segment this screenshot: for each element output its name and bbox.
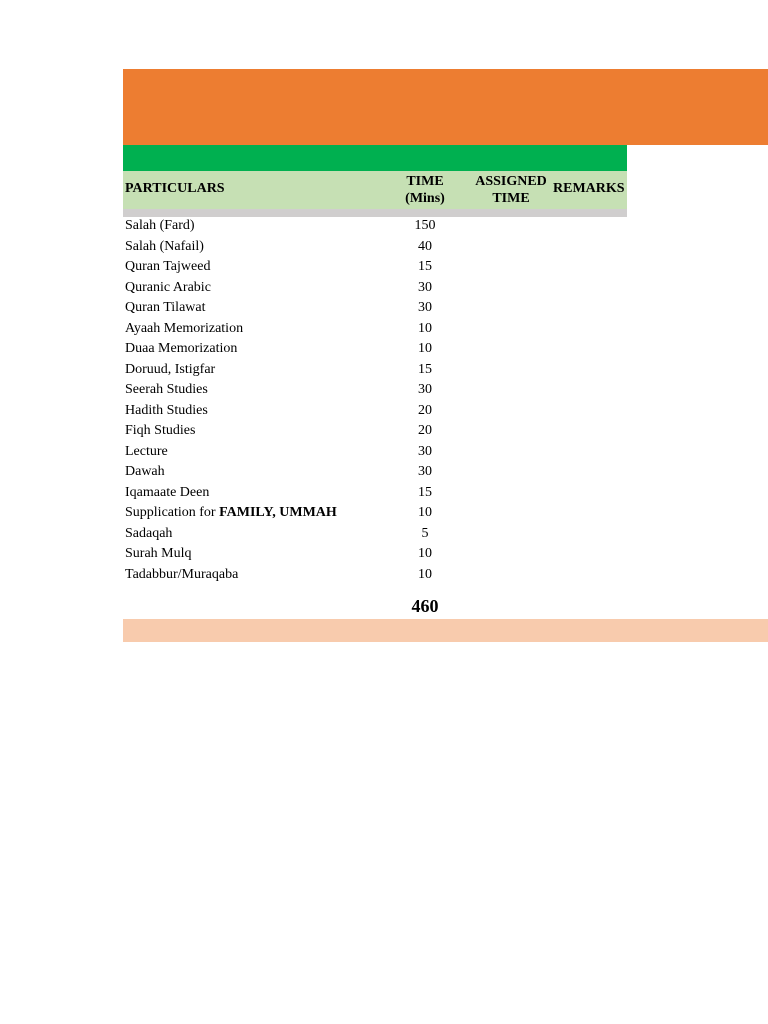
row-time: 20	[418, 423, 432, 438]
row-time: 150	[414, 218, 436, 233]
row-particular: Seerah Studies	[125, 382, 208, 397]
row-time: 15	[418, 259, 432, 274]
header-particulars: PARTICULARS	[125, 181, 225, 196]
header-time-mins: TIME (Mins)	[405, 174, 445, 206]
table-row	[123, 237, 627, 258]
row-particular-emphasis: FAMILY, UMMAH	[219, 505, 337, 520]
table-row	[123, 544, 627, 565]
row-time: 10	[418, 341, 432, 356]
title-band	[123, 69, 768, 145]
row-particular: Dawah	[125, 464, 165, 479]
table-row	[123, 442, 627, 463]
row-time: 10	[418, 546, 432, 561]
row-particular: Quran Tilawat	[125, 300, 206, 315]
row-particular: Quranic Arabic	[125, 279, 211, 295]
row-particular: Iqamaate Deen	[125, 484, 210, 500]
row-particular: Surah Mulq	[125, 546, 192, 561]
table-row	[123, 319, 627, 340]
row-time: 10	[418, 320, 432, 336]
row-particular	[125, 505, 337, 521]
row-time: 5	[421, 525, 429, 541]
table-row	[123, 524, 627, 545]
table-row	[123, 298, 627, 319]
table-header	[123, 171, 627, 209]
table-row	[123, 278, 627, 299]
footer-band	[123, 619, 768, 642]
row-particular: Duaa Memorization	[125, 341, 238, 356]
table-row	[123, 421, 627, 442]
row-particular: Doruud, Istigfar	[125, 361, 216, 377]
table-row	[123, 565, 627, 586]
table-row	[123, 339, 627, 360]
row-particular: Ayaah Memorization	[125, 320, 244, 336]
row-time: 40	[418, 238, 432, 254]
table-row	[123, 401, 627, 422]
row-particular: Salah (Nafail)	[125, 238, 204, 254]
row-particular: Fiqh Studies	[125, 423, 196, 438]
row-particular: Salah (Fard)	[125, 218, 195, 233]
row-particular: Sadaqah	[125, 525, 173, 541]
table-row	[123, 483, 627, 504]
table-body	[123, 216, 627, 585]
table-row	[123, 380, 627, 401]
row-time: 30	[418, 300, 432, 315]
row-time: 15	[418, 361, 432, 377]
row-particular: Quran Tajweed	[125, 259, 211, 274]
row-particular-prefix: Supplication for	[125, 505, 220, 520]
table-row	[123, 360, 627, 381]
row-time: 15	[418, 484, 432, 500]
row-time: 30	[418, 382, 432, 397]
row-time: 30	[418, 443, 432, 459]
header-remarks: REMARKS	[553, 181, 625, 196]
row-time: 20	[418, 402, 432, 418]
total-minutes: 460	[411, 596, 439, 616]
section-band	[123, 145, 627, 171]
row-particular: Lecture	[125, 443, 168, 459]
row-time: 10	[418, 566, 432, 582]
row-time: 10	[418, 505, 432, 520]
row-time: 30	[418, 279, 432, 295]
table-row	[123, 503, 627, 524]
table-row	[123, 257, 627, 278]
row-particular: Hadith Studies	[125, 402, 208, 418]
table-row	[123, 462, 627, 483]
table-row	[123, 216, 627, 237]
row-particular: Tadabbur/Muraqaba	[125, 566, 239, 582]
header-assigned-time: ASSIGNED TIME	[475, 174, 547, 206]
row-time: 30	[418, 464, 432, 479]
